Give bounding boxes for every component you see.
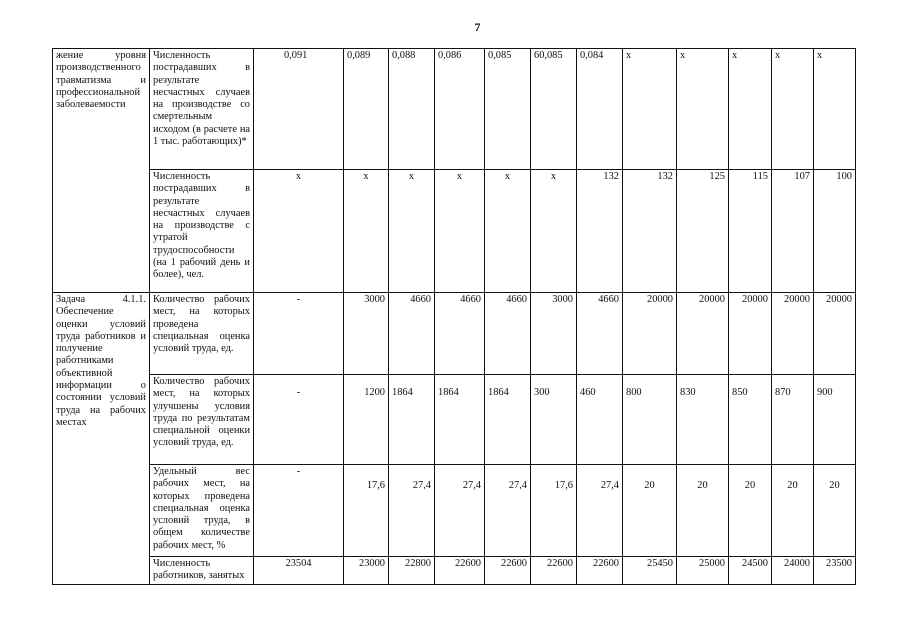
value-cell: 0,086: [435, 49, 485, 170]
value-cell: x: [254, 170, 344, 293]
value-cell: 20: [623, 465, 677, 557]
value-cell: x: [485, 170, 531, 293]
value-cell: 27,4: [577, 465, 623, 557]
value-cell: 100: [814, 170, 856, 293]
value-cell: 20: [772, 465, 814, 557]
table-row: [53, 557, 856, 585]
value-cell: 0,089: [344, 49, 389, 170]
table-row: [53, 49, 856, 170]
value-cell: 132: [623, 170, 677, 293]
value-cell: 850: [729, 375, 772, 465]
indicator-cell: Численность пострадавших в результате несчастных случаев на производстве с утратой трудоспособности (на 1 рабочий день и более), чел.: [150, 170, 254, 293]
value-cell: x: [623, 49, 677, 170]
table-row: [53, 375, 856, 465]
table-row: [53, 170, 856, 293]
value-cell: -: [254, 465, 344, 557]
value-cell: 22600: [577, 557, 623, 585]
value-cell: 830: [677, 375, 729, 465]
value-cell: 23500: [814, 557, 856, 585]
value-cell: x: [677, 49, 729, 170]
value-cell: -: [254, 375, 344, 465]
value-cell: 20000: [814, 293, 856, 375]
value-cell: 900: [814, 375, 856, 465]
value-cell: 115: [729, 170, 772, 293]
value-cell: x: [435, 170, 485, 293]
value-cell: 20000: [623, 293, 677, 375]
value-cell: 460: [577, 375, 623, 465]
value-cell: 132: [577, 170, 623, 293]
value-cell: 4660: [485, 293, 531, 375]
indicator-cell: Количество рабочих мест, на которых проведена специальная оценка условий труда, ед.: [150, 293, 254, 375]
task-cell: Задача 4.1.1. Обеспечение оценки условий труда работников и получение работниками объективной информации о состоянии условий труда на рабочих местах: [53, 293, 150, 585]
value-cell: 800: [623, 375, 677, 465]
task-cell: жение уровня производственного травматизма и профессиональной заболеваемости: [53, 49, 150, 293]
value-cell: -: [254, 293, 344, 375]
indicator-cell: Количество рабочих мест, на которых улучшены условия труда по результатам специальной оценки условий труда, ед.: [150, 375, 254, 465]
value-cell: x: [344, 170, 389, 293]
value-cell: x: [814, 49, 856, 170]
value-cell: 24500: [729, 557, 772, 585]
value-cell: 3000: [344, 293, 389, 375]
value-cell: 20: [677, 465, 729, 557]
value-cell: 24000: [772, 557, 814, 585]
value-cell: x: [729, 49, 772, 170]
value-cell: 22600: [531, 557, 577, 585]
value-cell: 22800: [389, 557, 435, 585]
value-cell: 20: [729, 465, 772, 557]
value-cell: 22600: [435, 557, 485, 585]
table-row: [53, 465, 856, 557]
value-cell: 22600: [485, 557, 531, 585]
value-cell: x: [531, 170, 577, 293]
value-cell: 27,4: [435, 465, 485, 557]
value-cell: 20000: [729, 293, 772, 375]
value-cell: 3000: [531, 293, 577, 375]
value-cell: 23000: [344, 557, 389, 585]
value-cell: 0,091: [254, 49, 344, 170]
value-cell: 4660: [389, 293, 435, 375]
value-cell: 1864: [435, 375, 485, 465]
value-cell: 0,084: [577, 49, 623, 170]
indicators-table: [52, 48, 856, 585]
value-cell: 125: [677, 170, 729, 293]
indicator-cell: Удельный вес рабочих мест, на которых проведена специальная оценка условий труда, в общем количестве рабочих мест, %: [150, 465, 254, 557]
page-number: 7: [474, 20, 481, 34]
value-cell: x: [389, 170, 435, 293]
value-cell: 20000: [772, 293, 814, 375]
value-cell: 17,6: [531, 465, 577, 557]
value-cell: 4660: [577, 293, 623, 375]
indicator-cell: Численность пострадавших в результате несчастных случаев на производстве со смертельным исходом (в расчете на 1 тыс. работающих)*: [150, 49, 254, 170]
value-cell: x: [772, 49, 814, 170]
value-cell: 1864: [389, 375, 435, 465]
value-cell: 0,088: [389, 49, 435, 170]
value-cell: 23504: [254, 557, 344, 585]
value-cell: 20: [814, 465, 856, 557]
value-cell: 4660: [435, 293, 485, 375]
value-cell: 0,085: [485, 49, 531, 170]
value-cell: 27,4: [389, 465, 435, 557]
value-cell: 17,6: [344, 465, 389, 557]
table-row: [53, 293, 856, 375]
value-cell: 27,4: [485, 465, 531, 557]
value-cell: 25000: [677, 557, 729, 585]
value-cell: 870: [772, 375, 814, 465]
value-cell: 1200: [344, 375, 389, 465]
value-cell: 60,085: [531, 49, 577, 170]
value-cell: 25450: [623, 557, 677, 585]
value-cell: 1864: [485, 375, 531, 465]
indicator-cell: Численность работников, занятых: [150, 557, 254, 585]
value-cell: 20000: [677, 293, 729, 375]
value-cell: 300: [531, 375, 577, 465]
value-cell: 107: [772, 170, 814, 293]
